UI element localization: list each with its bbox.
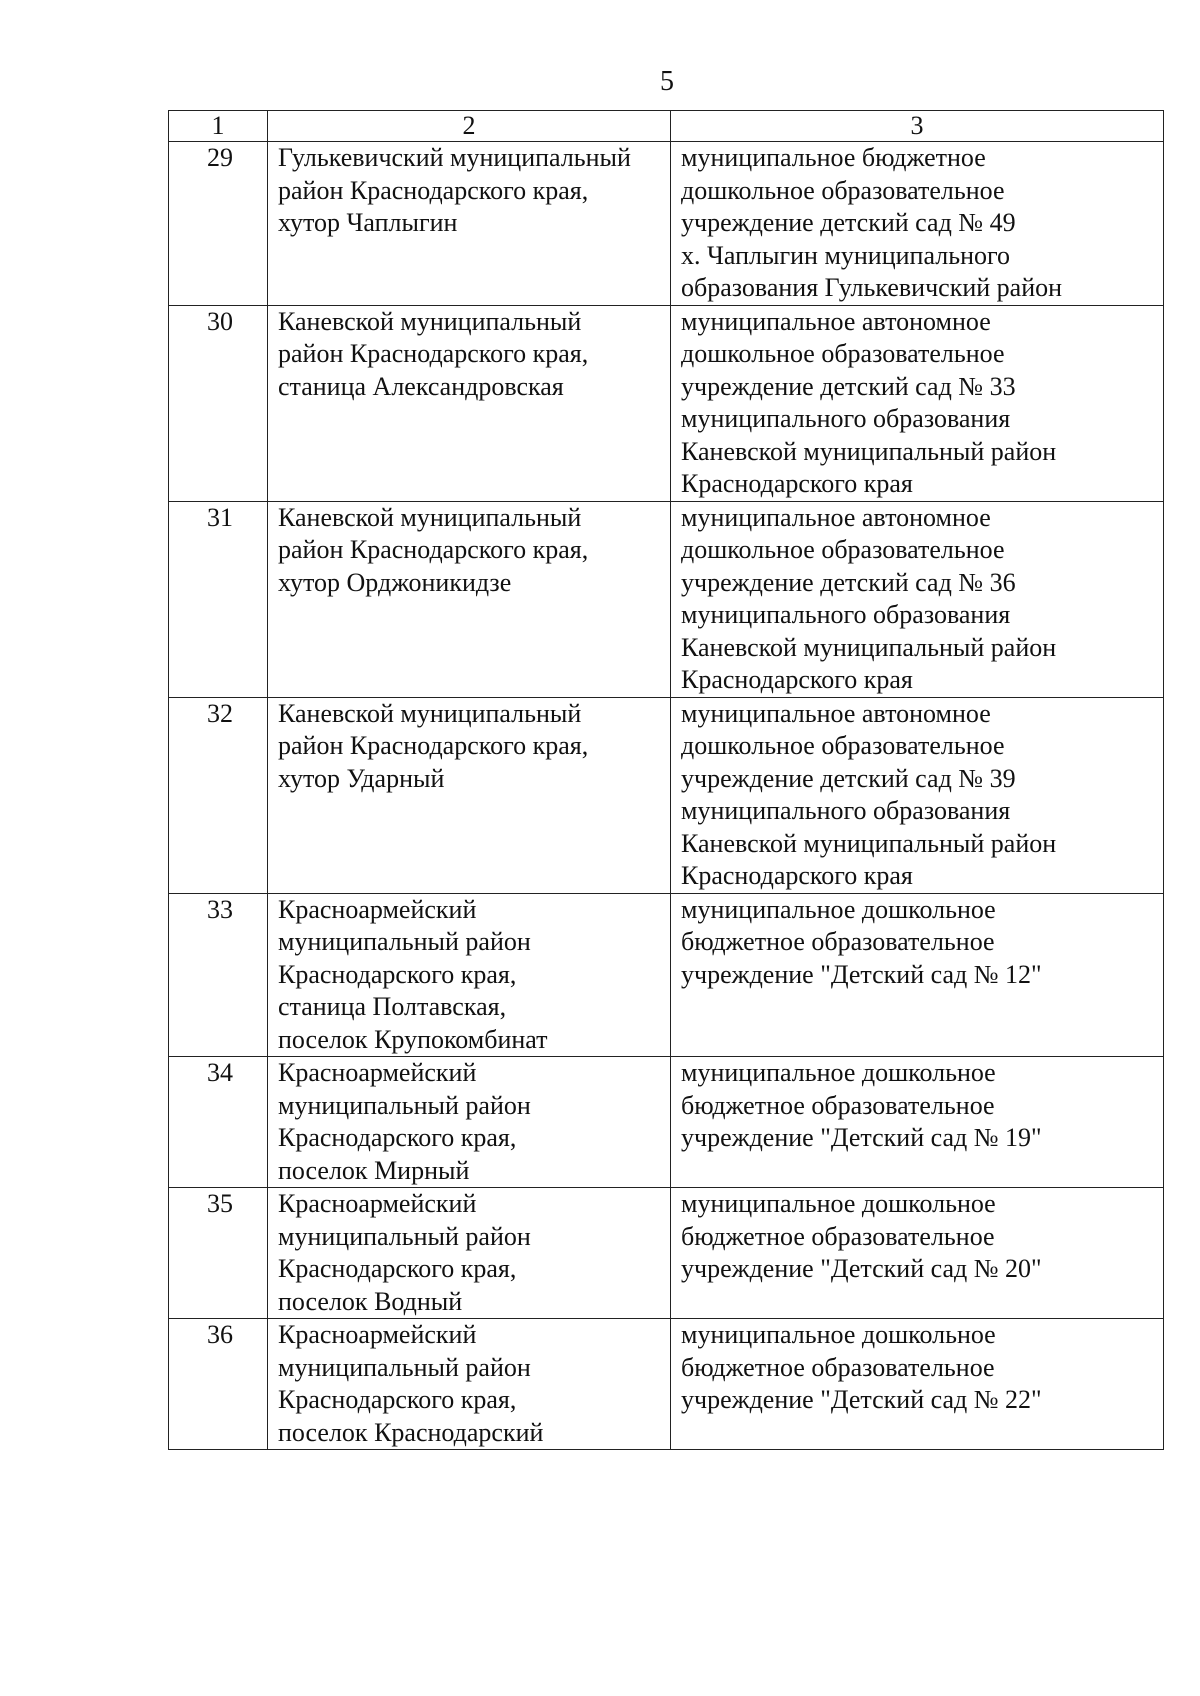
institution-line: х. Чаплыгин муниципального [681,240,1010,270]
institution-line: Каневской муниципальный район [681,632,1057,662]
institution-line: муниципального образования [681,600,1011,629]
row-number: 30 [169,305,268,501]
territory-line: станица Полтавская, [278,992,507,1021]
territory-line: Каневской муниципальный [278,502,582,532]
institution-line: учреждение "Детский сад № 19" [681,1123,1042,1152]
registry-table [168,110,1164,1450]
institution-line: Краснодарского края [681,665,913,694]
territory-line: Краснодарского края, [278,959,517,989]
institution-line: муниципальное автономное [681,502,991,532]
institution-cell [671,1188,1164,1319]
territory-line: поселок Крупокомбинат [278,1024,548,1054]
institution-line: учреждение "Детский сад № 12" [681,959,1042,989]
territory-cell [268,1188,671,1319]
territory-cell [268,501,671,697]
institution-line: дошкольное образовательное [681,339,1005,368]
institution-line: бюджетное образовательное [681,1090,995,1120]
territory-line: Краснодарского края, [278,1254,517,1283]
table-row [169,1057,1164,1188]
table-row [169,501,1164,697]
row-number: 34 [169,1057,268,1188]
territory-line: поселок Краснодарский [278,1417,544,1447]
territory-line: станица Александровская [278,371,564,401]
territory-cell [268,305,671,501]
table-row [169,142,1164,306]
column-header-territory: 2 [268,111,671,142]
institution-line: бюджетное образовательное [681,1352,995,1382]
page-number: 5 [660,66,674,97]
institution-line: муниципальное автономное [681,306,991,336]
institution-line: образования Гулькевичский район [681,273,1063,302]
territory-cell [268,142,671,306]
territory-cell [268,697,671,893]
territory-line: муниципальный район [278,927,531,956]
territory-cell [268,1319,671,1450]
row-number: 32 [169,697,268,893]
row-number: 36 [169,1319,268,1450]
territory-line: район Краснодарского края, [278,731,589,760]
territory-line: поселок Водный [278,1286,463,1316]
row-number: 31 [169,501,268,697]
territory-cell [268,1057,671,1188]
territory-line: Красноармейский [278,1058,477,1087]
territory-line: Каневской муниципальный [278,698,582,728]
territory-line: муниципальный район [278,1090,531,1120]
territory-line: Каневской муниципальный [278,306,582,336]
column-header-number: 1 [169,111,268,142]
territory-line: муниципальный район [278,1221,531,1251]
row-number: 35 [169,1188,268,1319]
table-row [169,697,1164,893]
table-row [169,305,1164,501]
institution-line: бюджетное образовательное [681,927,995,956]
institution-line: дошкольное образовательное [681,731,1005,760]
institution-line: муниципальное дошкольное [681,1189,996,1218]
institution-cell [671,697,1164,893]
institution-line: учреждение "Детский сад № 22" [681,1385,1042,1414]
institution-line: учреждение детский сад № 36 [681,567,1016,597]
territory-line: Краснодарского края, [278,1385,517,1414]
table-body [169,142,1164,1450]
institution-cell [671,142,1164,306]
territory-line: Красноармейский [278,894,477,924]
territory-line: поселок Мирный [278,1155,470,1185]
institution-cell [671,1319,1164,1450]
territory-cell [268,893,671,1057]
institution-line: бюджетное образовательное [681,1221,995,1251]
institution-line: учреждение "Детский сад № 20" [681,1254,1042,1283]
territory-line: Гулькевичский муниципальный [278,143,631,172]
institution-line: Каневской муниципальный район [681,436,1057,466]
institution-line: муниципальное дошкольное [681,894,996,924]
institution-line: Краснодарского края [681,861,913,890]
territory-line: хутор Чаплыгин [278,208,458,237]
table-row [169,893,1164,1057]
territory-line: хутор Орджоникидзе [278,567,512,597]
institution-line: дошкольное образовательное [681,535,1005,564]
institution-line: муниципального образования [681,796,1011,825]
territory-line: муниципальный район [278,1352,531,1382]
header-row [169,111,1164,142]
institution-cell [671,501,1164,697]
territory-line: район Краснодарского края, [278,339,589,368]
territory-line: хутор Ударный [278,763,445,793]
territory-line: район Краснодарского края, [278,535,589,564]
institution-cell [671,893,1164,1057]
institution-cell [671,305,1164,501]
institution-line: муниципальное бюджетное [681,143,986,172]
territory-line: Красноармейский [278,1320,477,1349]
institution-line: муниципальное дошкольное [681,1320,996,1349]
institution-line: муниципальное автономное [681,698,991,728]
institution-cell [671,1057,1164,1188]
territory-line: район Краснодарского края, [278,175,589,205]
row-number: 33 [169,893,268,1057]
institution-line: Краснодарского края [681,469,913,498]
table-row [169,1188,1164,1319]
territory-line: Красноармейский [278,1189,477,1218]
institution-line: Каневской муниципальный район [681,828,1057,858]
table-row [169,1319,1164,1450]
institution-line: муниципального образования [681,404,1011,433]
institution-line: учреждение детский сад № 39 [681,763,1016,793]
territory-line: Краснодарского края, [278,1123,517,1152]
institution-line: муниципальное дошкольное [681,1058,996,1087]
institution-line: учреждение детский сад № 49 [681,208,1016,237]
institution-line: учреждение детский сад № 33 [681,371,1016,401]
institution-line: дошкольное образовательное [681,175,1005,205]
column-header-institution: 3 [671,111,1164,142]
row-number: 29 [169,142,268,306]
